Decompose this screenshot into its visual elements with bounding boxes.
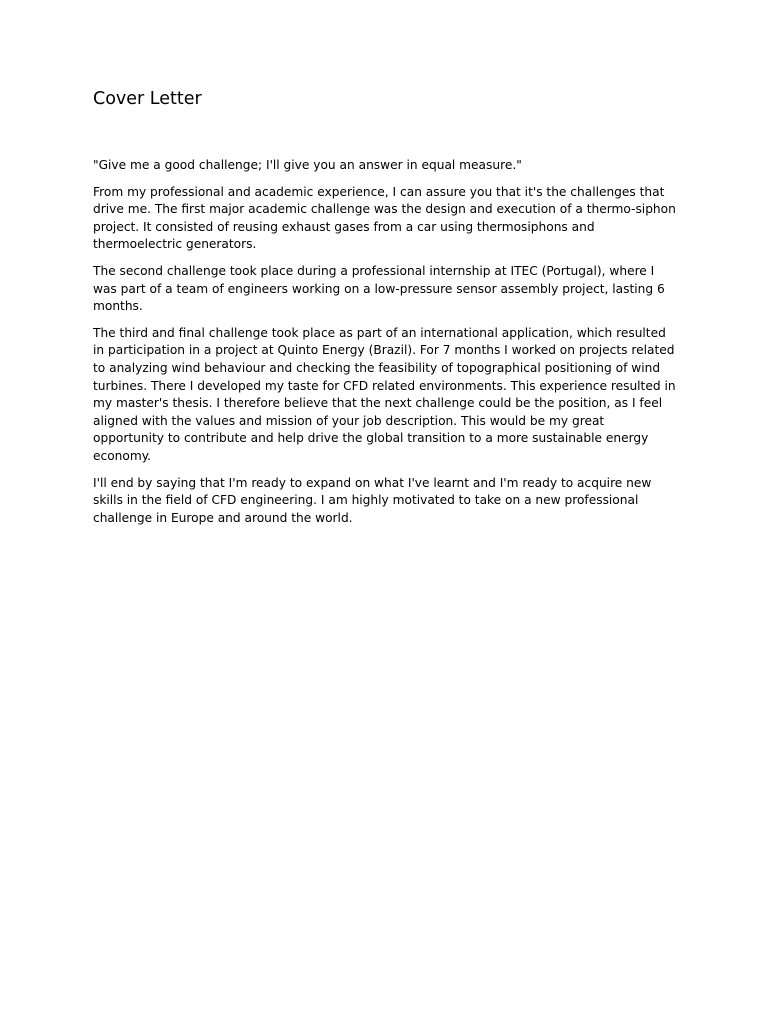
document-title: Cover Letter: [93, 89, 202, 109]
opening-quote: "Give me a good challenge; I'll give you an answer in equal measure.": [93, 158, 522, 172]
paragraph-internship-challenge: The second challenge took place during a professional internship at ITEC (Portugal), where I was part of a team of engineers working on a low-pressure sensor assembly project, lasting 6 months.: [93, 263, 665, 314]
closing-paragraph: I'll end by saying that I'm ready to expand on what I've learnt and I'm ready to acquire new skills in the field of CFD engineering. I am highly motivated to take on a new professional challenge in Europe and around the world.: [93, 475, 652, 525]
paragraph-academic-challenge: From my professional and academic experience, I can assure you that it's the challenges that drive me. The first major academic challenge was the design and execution of a thermo-siphon project. It consisted of reusing exhaust gases from a car using thermosiphons and thermoelectric generators.: [93, 184, 676, 252]
letter-body: [93, 157, 677, 536]
paragraph-international-challenge: The third and final challenge took place as part of an international application, which resulted in participation in a project at Quinto Energy (Brazil). For 7 months I worked on projects related to analyzing wind behaviour and checking the feasibility of topographical positioning of wind turbines. There I developed my taste for CFD related environments. This experience resulted in my master's thesis. I therefore believe that the next challenge could be the position, as I feel aligned with the values and mission of your job description. This would be my great opportunity to contribute and help drive the global transition to a more sustainable energy economy.: [93, 325, 676, 463]
